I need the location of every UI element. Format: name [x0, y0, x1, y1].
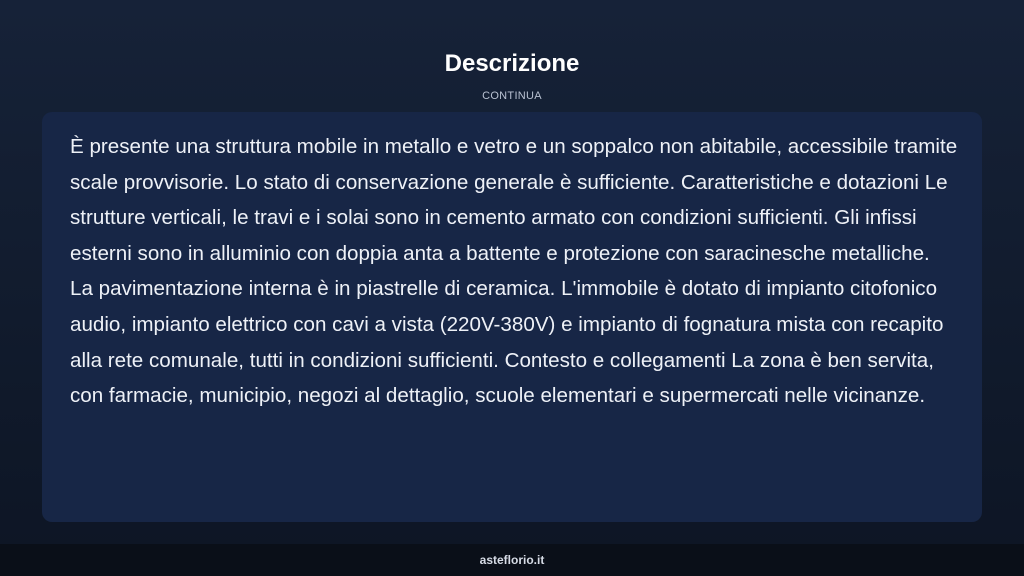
description-card [42, 112, 982, 522]
footer-brand: asteflorio.it [479, 553, 545, 567]
footer-bar [0, 544, 1024, 576]
description-text: È presente una struttura mobile in metallo e vetro e un soppalco non abitabile, accessibile tramite scale provvisorie. Lo stato di conservazione generale è sufficiente. Caratteristiche e dotazioni Le strutture verticali, le travi e i solai sono in cemento armato con condizioni sufficienti. Gli infissi esterni sono in alluminio con doppia anta a battente e protezione con saracinesche metalliche. La pavimentazione interna è in piastrelle di ceramica. L'immobile è dotato di impianto citofonico audio, impianto elettrico con cavi a vista (220V-380V) e impianto di fognatura mista con recapito alla rete comunale, tutti in condizioni sufficienti. Contesto e collegamenti La zona è ben servita, con farmacie, municipio, negozi al dettaglio, scuole elementari e supermercati nelle vicinanze. [70, 135, 958, 408]
page-subtitle: CONTINUA [482, 90, 542, 102]
page-title: Descrizione [444, 50, 580, 77]
